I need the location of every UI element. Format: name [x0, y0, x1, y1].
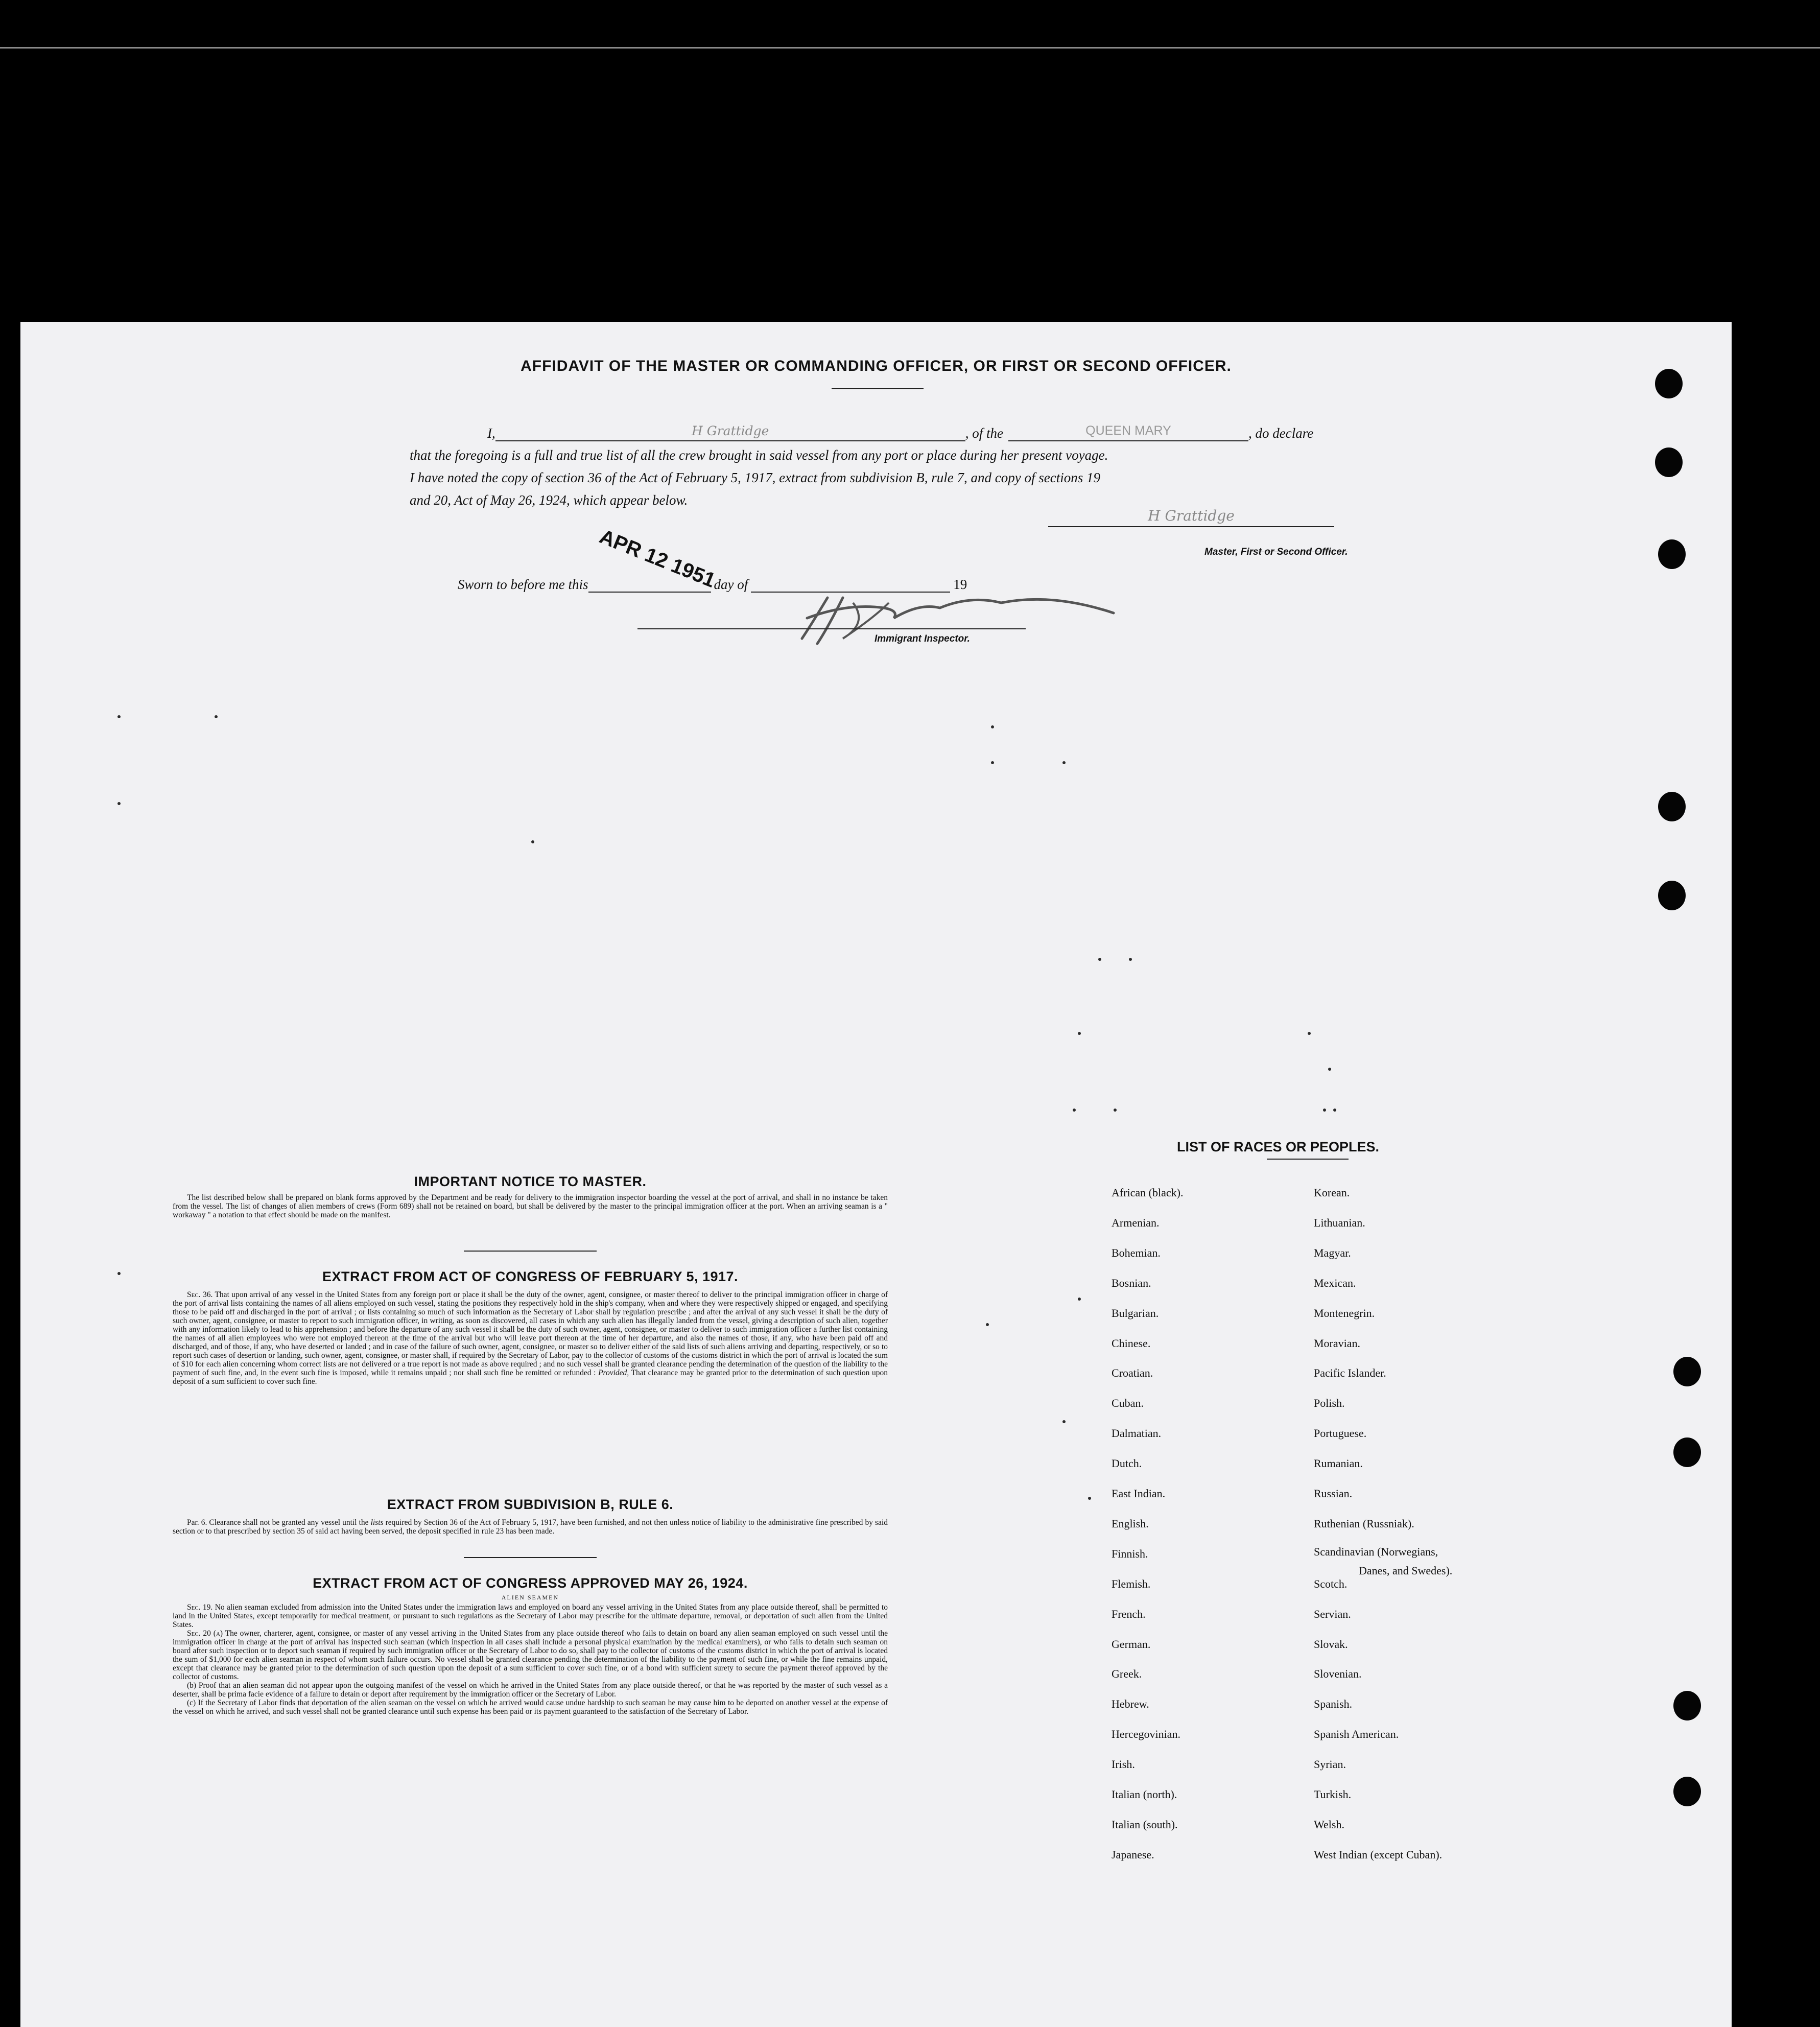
- race-right-item: Turkish.: [1314, 1788, 1352, 1801]
- sec36-text: That upon arrival of any vessel in the United States from any foreign port or place it shall be the duty of the owner, agent, consignee, or master thereof to deliver to the principal immigration officer in charge of the port of arrival lists containing the names of all aliens employed on such vessel, stating the positions they respectively hold in the ship's company, when and where they were respectively shipped or engaged, and specifying those to be paid off and discharged in the port of arrival ; or lists containing so much of such information as the Secretary of Labor shall by regulation prescribe ; and after the arrival of any such vessel it shall be the duty of such owner, agent, consignee, or master to report to such immigration officer, in writing, as soon as discovered, all cases in which any such alien has illegally landed from the vessel, giving a description of such alien, together with any information likely to lead to his apprehension ; and before the departure of any such vessel it shall be the duty of such owner, agent, consignee, or master to deliver to such immigration officer a further list containing the names of all alien employees who were not employed thereon at the time of the arrival but who will leave port thereon at the time of her departure, and also the names of those, if any, who have been paid off and discharged, and of those, if any, who have deserted or landed ; and in case of the failure of such owner, agent, consignee, or master so to deliver either of the said lists of such aliens arriving and departing, respectively, or so to report such cases of desertion or landing, such owner, agent, consignee, or master shall, if required by the Secretary of Labor, pay to the collector of customs of the customs district in which the port of arrival is located the sum of $10 for each alien concerning whom correct lists are not delivered or a true report is not made as above required ; and no such vessel shall be granted clearance pending the determination of the question of the liability to the payment of such fine, and, in the event such fine is imposed, while it remains unpaid ; nor shall such fine be remitted or refunded :: [173, 1290, 888, 1377]
- race-left-item: Irish.: [1112, 1758, 1135, 1771]
- race-right-item: Slovenian.: [1314, 1667, 1362, 1681]
- master-label-line: [1204, 547, 1348, 558]
- speck: [1078, 1298, 1081, 1301]
- race-right-item: Lithuanian.: [1314, 1216, 1365, 1229]
- par6-label: Par. 6.: [187, 1518, 207, 1527]
- date-stamp: APR 12 1951: [596, 525, 719, 592]
- vessel-name: QUEEN MARY: [1085, 423, 1171, 438]
- race-right-item: Spanish.: [1314, 1698, 1353, 1711]
- punch-hole-5: [1658, 881, 1686, 910]
- race-right-item: Russian.: [1314, 1487, 1353, 1500]
- race-left-item: Dutch.: [1112, 1457, 1142, 1470]
- punch-hole-10: [1673, 1777, 1701, 1806]
- race-right-item: West Indian (except Cuban).: [1314, 1848, 1443, 1861]
- line-do-declare: , do declare: [1248, 426, 1314, 441]
- race-right-item: Syrian.: [1314, 1758, 1346, 1771]
- speck: [117, 1272, 121, 1275]
- master-signature: [1048, 501, 1334, 527]
- title-rule: [832, 388, 924, 389]
- race-right-item: Spanish American.: [1314, 1728, 1399, 1741]
- race-left-item: Armenian.: [1112, 1216, 1160, 1229]
- handwritten-signature: H Grattidge: [1148, 507, 1235, 524]
- alien-seamen-subtitle: ALIEN SEAMEN: [501, 1594, 559, 1601]
- race-left-item: East Indian.: [1112, 1487, 1166, 1500]
- notice-rule: [464, 1251, 597, 1252]
- race-right-item: Slovak.: [1314, 1637, 1348, 1651]
- speck: [1062, 761, 1066, 764]
- race-right-item: Servian.: [1314, 1607, 1351, 1620]
- sec20b-text: (b) Proof that an alien seaman did not appear upon the outgoing manifest of the vessel on which he arrived in the United States from any place outside thereof, or that he was reported by the master of such vessel as a deserter, shall be prima facie evidence of a failure to detain or deport after requirement by the immigration officer or the Secretary of Labor.: [173, 1681, 888, 1699]
- document-sheet: [20, 322, 1732, 2027]
- punch-hole-3: [1658, 539, 1686, 569]
- race-scandinavian-continued: Danes, and Swedes).: [1359, 1564, 1453, 1577]
- affidavit-line-2: that the foregoing is a full and true list of all the crew brought in said vessel from any port or place during her present voyage.: [410, 447, 1108, 463]
- day-of-label: day of: [714, 577, 748, 592]
- par6-lists: lists: [370, 1518, 384, 1527]
- sec19-label: Sec. 19.: [187, 1603, 213, 1612]
- race-left-item: Flemish.: [1112, 1577, 1151, 1590]
- punch-hole-8: [1673, 1437, 1701, 1467]
- speck: [991, 725, 994, 728]
- sec19-text: No alien seaman excluded from admission into the United States under the immigration laws and employed on board any vessel arriving in the United States from any place outside thereof, shall be permitted to land in the United States, except temporarily for medical treatment, or pursuant to such regulations as the Secretary of Labor may prescribe for the ultimate departure, removal, or deportation of such alien from the United States.: [173, 1603, 888, 1629]
- race-left-item: Chinese.: [1112, 1336, 1151, 1350]
- punch-hole-2: [1655, 447, 1683, 477]
- year-prefix: 19: [953, 577, 967, 592]
- speck: [1078, 1032, 1081, 1035]
- notice-title: IMPORTANT NOTICE TO MASTER.: [414, 1174, 647, 1189]
- struck-officer-label: First or Second Officer.: [1240, 547, 1348, 557]
- speck: [531, 840, 534, 843]
- race-right-item: Scandinavian (Norwegians,: [1314, 1545, 1438, 1558]
- speck: [1129, 958, 1132, 961]
- notice-body: [173, 1193, 888, 1219]
- race-right-item: Korean.: [1314, 1186, 1350, 1199]
- extract-1924-body: [173, 1603, 888, 1716]
- race-right-item: Montenegrin.: [1314, 1306, 1375, 1319]
- speck: [1062, 1420, 1066, 1423]
- race-left-item: Greek.: [1112, 1667, 1142, 1681]
- proviso-label: Provided,: [598, 1369, 629, 1377]
- sec20-label: Sec. 20 (a): [187, 1629, 223, 1638]
- races-title: LIST OF RACES OR PEOPLES.: [1177, 1139, 1380, 1154]
- punch-hole-6: [1673, 1357, 1701, 1386]
- race-left-item: Italian (south).: [1112, 1818, 1178, 1831]
- speck: [991, 761, 994, 764]
- speck: [1088, 1497, 1091, 1500]
- race-right-item: Portuguese.: [1314, 1427, 1367, 1440]
- inspector-label: Immigrant Inspector.: [874, 633, 970, 644]
- handwritten-name: H Grattidge: [692, 423, 769, 438]
- speck: [1073, 1109, 1076, 1112]
- race-left-item: African (black).: [1112, 1186, 1184, 1199]
- notice-text: The list described below shall be prepared on blank forms approved by the Department and be ready for delivery to the immigration inspector boarding the vessel at the port of arrival, and shall in no instance be taken from the vessel. The list of changes of alien members of crews (Form 689) shall not be retained on board, but shall be delivered by the master to the principal immigration officer at the port. When an arriving seaman is a " workaway " a notation to that effect should be made on the manifest.: [173, 1193, 888, 1219]
- races-rule: [1267, 1159, 1349, 1160]
- speck: [1323, 1109, 1326, 1112]
- race-left-item: Bulgarian.: [1112, 1306, 1159, 1319]
- sec20a-text: The owner, charterer, agent, consignee, or master of any vessel arriving in the United States from any place outside thereof who fails to detain on board any alien seaman employed on such vessel until the immigration officer in charge at the port of arrival has inspected such seaman (which inspection in all cases shall include a personal physical examination by the medical examiners), or who fails to detain such seaman on board after such inspection or to deport such seaman if required by such immigration officer or the Secretary of Labor to do so, shall pay to the collector of customs of the customs district in which the port of arrival is located the sum of $1,000 for each alien seaman in respect of whom such failure occurs. No vessel shall be granted clearance pending the determination of the liability to the payment of such fine, or while the fine remains unpaid, except that clearance may be granted prior to the determination of such question upon the deposit of a sum sufficient to cover such fine, or of a bond with sufficient surety to secure the payment thereof approved by the collector of customs.: [173, 1629, 888, 1681]
- subdivision-rule: [464, 1557, 597, 1558]
- race-right-item: Scotch.: [1314, 1577, 1348, 1590]
- line-i: I,: [487, 426, 495, 441]
- speck: [1328, 1068, 1331, 1071]
- race-left-item: French.: [1112, 1607, 1146, 1620]
- race-right-item: Welsh.: [1314, 1818, 1344, 1831]
- sec36-label: Sec. 36.: [187, 1290, 213, 1299]
- affidavit-title: AFFIDAVIT OF THE MASTER OR COMMANDING OFFICER, OR FIRST OR SECOND OFFICER.: [521, 358, 1232, 374]
- race-right-item: Polish.: [1314, 1397, 1345, 1410]
- race-left-item: Hercegovinian.: [1112, 1728, 1180, 1741]
- speck: [1333, 1109, 1336, 1112]
- punch-hole-9: [1673, 1691, 1701, 1720]
- speck: [215, 715, 218, 718]
- race-right-item: Mexican.: [1314, 1276, 1356, 1289]
- race-left-item: Finnish.: [1112, 1547, 1148, 1560]
- extract-1924-title: EXTRACT FROM ACT OF CONGRESS APPROVED MAY 26, 1924.: [313, 1575, 748, 1591]
- race-left-item: Bohemian.: [1112, 1246, 1161, 1259]
- affidavit-line-1: [487, 425, 1313, 441]
- sworn-text: Sworn to before me this: [458, 577, 588, 592]
- race-left-item: Japanese.: [1112, 1848, 1154, 1861]
- speck: [117, 802, 121, 805]
- race-left-item: Hebrew.: [1112, 1698, 1149, 1711]
- race-left-item: Croatian.: [1112, 1366, 1153, 1380]
- inspector-signature-rule: [637, 628, 1026, 629]
- race-right-item: Ruthenian (Russniak).: [1314, 1517, 1414, 1530]
- race-left-item: Bosnian.: [1112, 1276, 1151, 1289]
- par6-text-a: Clearance shall not be granted any vessel until the: [209, 1518, 369, 1527]
- speck: [986, 1323, 989, 1326]
- affidavit-line-3: I have noted the copy of section 36 of the Act of February 5, 1917, extract from subdivision B, rule 7, and copy of sections 19: [410, 470, 1100, 485]
- name-field: [495, 425, 965, 441]
- vessel-field: [1008, 425, 1248, 441]
- race-left-item: Dalmatian.: [1112, 1427, 1162, 1440]
- race-left-item: Italian (north).: [1112, 1788, 1177, 1801]
- race-right-item: Moravian.: [1314, 1336, 1361, 1350]
- top-edge-line: [0, 47, 1820, 49]
- race-left-item: German.: [1112, 1637, 1151, 1651]
- speck: [117, 715, 121, 718]
- par6-text-b: required by Section 36 of the Act of February 5, 1917, have been furnished, and not then unless notice of liability to the administrative fine prescribed by said section or to that prescribed by section 35 of said act having been served, the deposit specified in rule 23 has been made.: [173, 1518, 888, 1536]
- sec20c-text: (c) If the Secretary of Labor finds that deportation of the alien seaman on the vessel on which he arrived would cause undue hardship to such seaman he may cause him to be deported on another vessel at the expense of the vessel on which he arrived, and such vessel shall not be granted clearance until such expense has been paid or its payment guaranteed to the satisfaction of the Secretary of Labor.: [173, 1699, 888, 1716]
- proviso-text: That clearance may be granted prior to the determination of such question upon deposit of a sum sufficient to cover such fine.: [173, 1369, 888, 1386]
- extract-1917-title: EXTRACT FROM ACT OF CONGRESS OF FEBRUARY 5, 1917.: [322, 1269, 739, 1284]
- race-right-item: Rumanian.: [1314, 1457, 1363, 1470]
- speck: [1308, 1032, 1311, 1035]
- subdivision-b-body: [173, 1518, 888, 1536]
- master-label: Master,: [1204, 547, 1238, 557]
- race-left-item: Cuban.: [1112, 1397, 1144, 1410]
- speck: [1114, 1109, 1117, 1112]
- punch-hole-4: [1658, 792, 1686, 821]
- affidavit-line-4: and 20, Act of May 26, 1924, which appear below.: [410, 492, 688, 508]
- speck: [1098, 958, 1101, 961]
- line-of-the: , of the: [965, 426, 1003, 441]
- race-left-item: English.: [1112, 1517, 1149, 1530]
- race-right-item: Magyar.: [1314, 1246, 1351, 1259]
- extract-1917-body: [173, 1290, 888, 1386]
- subdivision-b-title: EXTRACT FROM SUBDIVISION B, RULE 6.: [387, 1497, 674, 1512]
- race-right-item: Pacific Islander.: [1314, 1366, 1386, 1380]
